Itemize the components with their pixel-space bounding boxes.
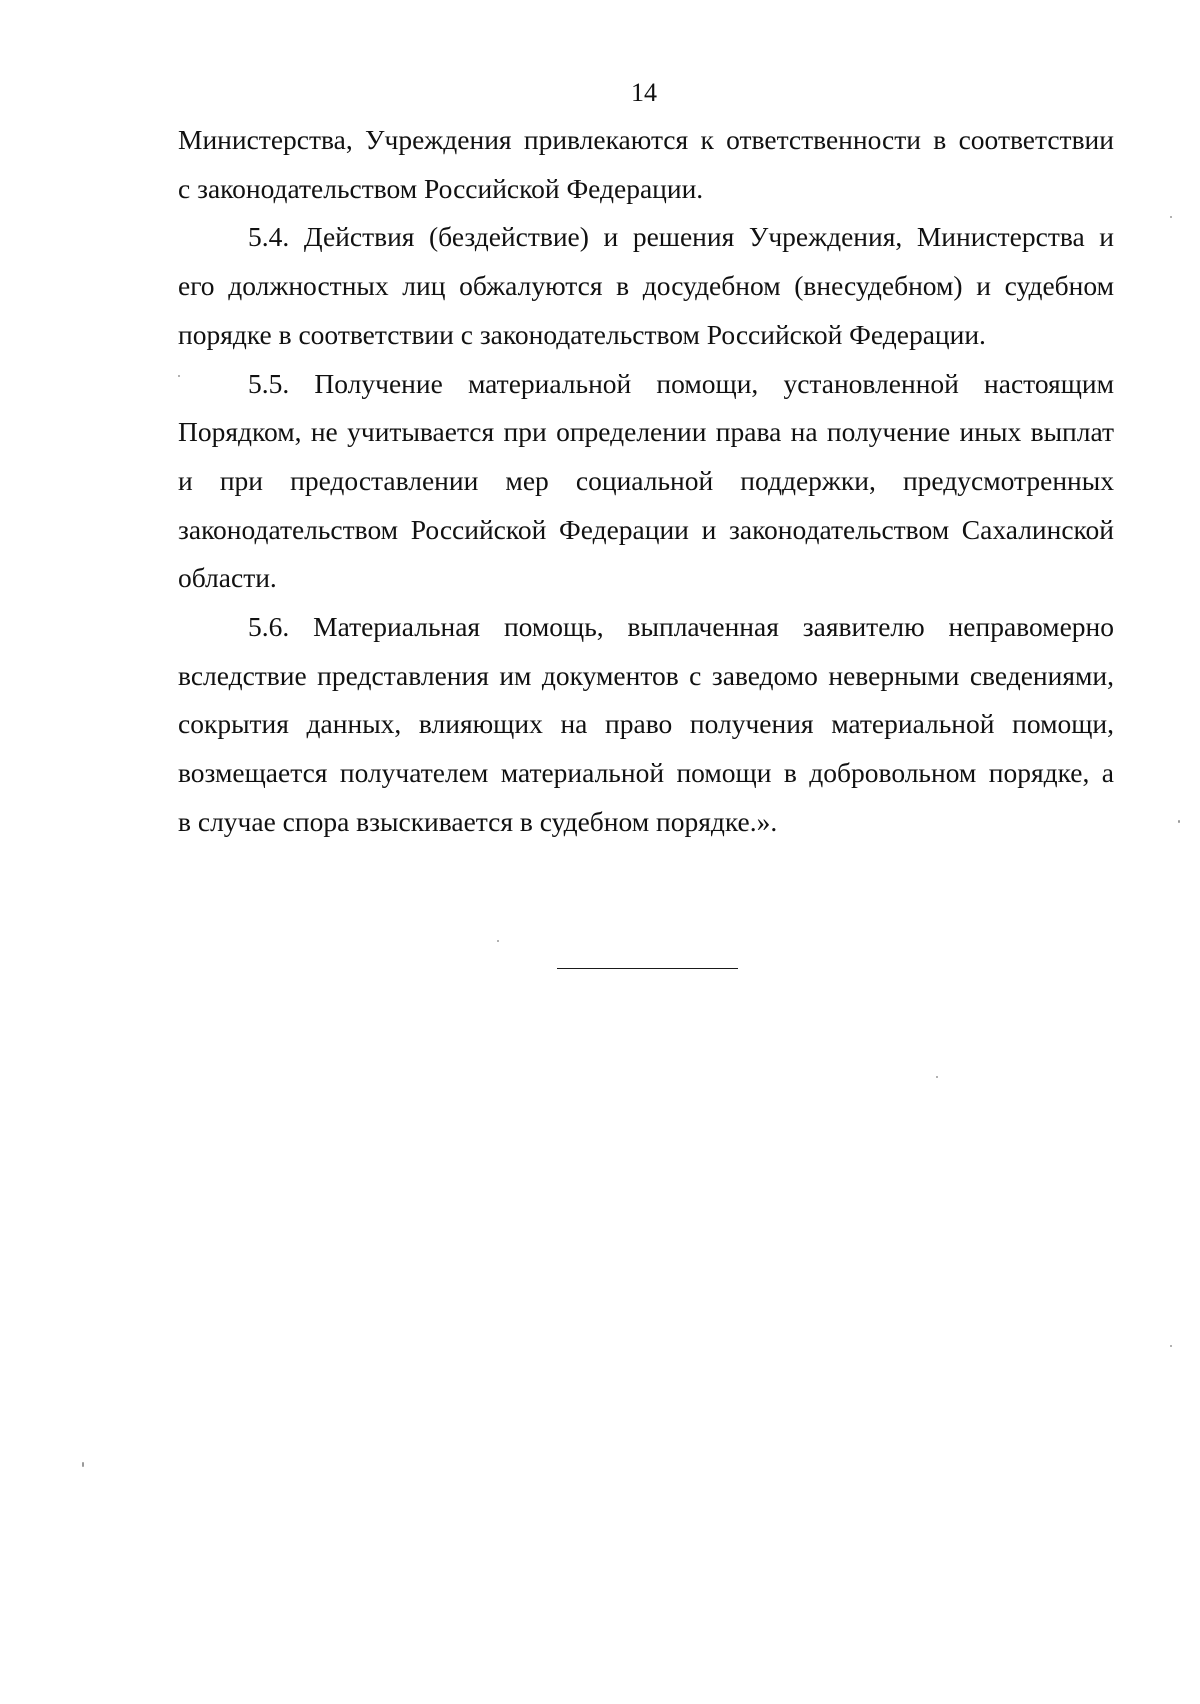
- paragraph-5-4: [178, 213, 1114, 359]
- scan-speck: [936, 1076, 938, 1078]
- scan-speck: [82, 1462, 84, 1467]
- text-line: Министерства, Учреждения привлекаются к ответственности в соответствии: [178, 124, 1114, 155]
- text-line: с законодательством Российской Федерации.: [178, 172, 704, 204]
- text-line: вследствие представления им документов с заведомо неверными сведениями,: [178, 659, 1114, 691]
- scan-speck: [178, 375, 180, 377]
- text-line: сокрытия данных, влияющих на право получения материальной помощи,: [178, 708, 1114, 740]
- text-line: Порядком, не учитывается при определении права на получение иных выплат: [178, 416, 1114, 448]
- scan-speck: [497, 940, 499, 942]
- text-line: 5.6. Материальная помощь, выплаченная заявителю неправомерно: [248, 611, 1114, 643]
- text-line: его должностных лиц обжалуются в досудебном (внесудебном) и судебном: [178, 270, 1114, 302]
- text-line: порядке в соответствии с законодательством Российской Федерации.: [178, 318, 986, 350]
- text-line: в случае спора взыскивается в судебном порядке.».: [178, 805, 778, 837]
- text-line: области.: [178, 562, 277, 594]
- scan-speck: [1170, 1345, 1172, 1347]
- paragraph-5-6: [178, 603, 1114, 847]
- text-line: законодательством Российской Федерации и законодательством Сахалинской: [178, 513, 1114, 545]
- paragraph-continuation: [178, 116, 1114, 213]
- document-body: [178, 116, 1114, 847]
- text-line: 5.4. Действия (бездействие) и решения Учреждения, Министерства и: [248, 221, 1114, 253]
- text-line: возмещается получателем материальной помощи в добровольном порядке, а: [178, 757, 1114, 789]
- end-separator-line: [557, 968, 738, 969]
- text-line: и при предоставлении мер социальной поддержки, предусмотренных: [178, 464, 1114, 496]
- scan-speck: [1178, 820, 1180, 823]
- paragraph-5-5: [178, 360, 1114, 604]
- page-number: 14: [631, 78, 657, 107]
- text-line: 5.5. Получение материальной помощи, установленной настоящим: [248, 367, 1114, 399]
- scan-speck: [1170, 216, 1172, 218]
